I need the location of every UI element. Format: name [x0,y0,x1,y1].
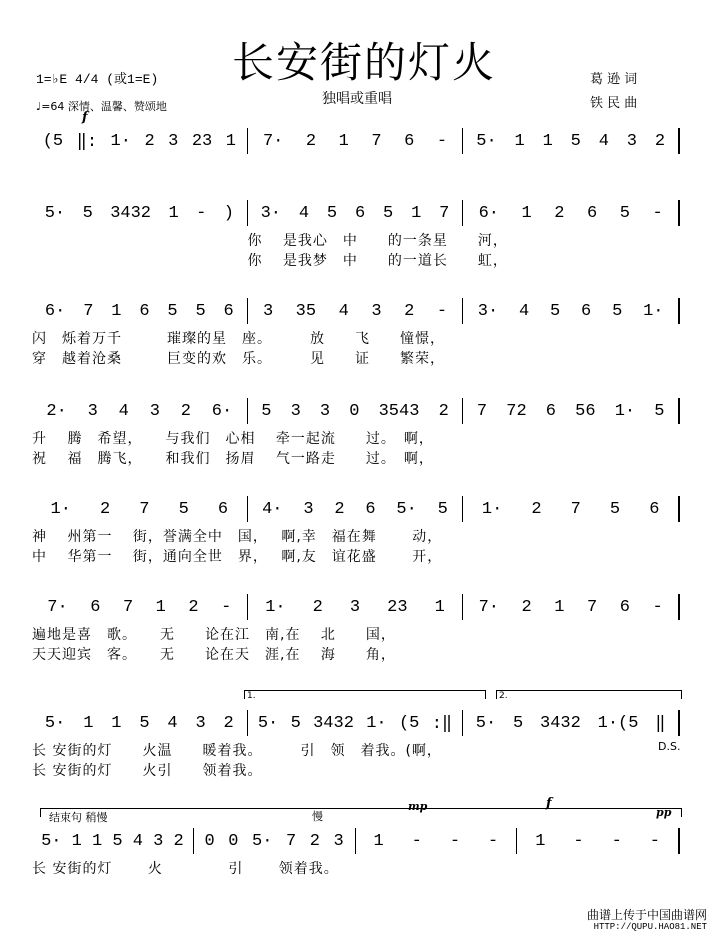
measure: (5 ‖: 1· 2 3 23 1 [32,128,248,154]
footer-site: 曲谱上传于中国曲谱网 [586,908,707,922]
measure: 6· 1 2 6 5 - [463,200,680,226]
measure: 5· 5 3432 1· (5 :‖ [248,710,464,736]
lyric-line: 长 安街的灯 火引 领着我。 [32,763,263,779]
measure: 5· 1 1 5 4 3 2 [463,128,680,154]
dynamic-mp: mp [408,800,428,813]
lyricist: 葛 逊 词 [590,72,638,87]
measure: 5· 1 1 5 4 3 2 [32,710,248,736]
measure: 7· 2 1 7 6 - [248,128,464,154]
notes-line [32,496,680,522]
measure: 1· 2 3 23 1 [248,594,464,620]
lyric-line: 天天迎宾 客。 无 论在天 涯,在 海 角， [32,647,396,663]
volta-1 [244,690,486,699]
measure: 5 3 3 0 3543 2 [248,398,464,424]
measure: 6· 7 1 6 5 5 6 [32,298,248,324]
lyric-line: 你 是我心 中 的一条星 河， [32,233,508,249]
composer: 铁 民 曲 [590,96,638,111]
dynamic-f-end: f [546,796,552,811]
notes-line [32,710,680,736]
volta-2 [496,690,682,699]
measure: 2· 3 4 3 2 6· [32,398,248,424]
lyric-line: 长 安街的灯 火 引 领着我。 [32,861,339,877]
measure: 1· 2 7 5 6 [32,496,248,522]
measure: 3 35 4 3 2 - [248,298,464,324]
song-title: 长安街的灯火 [232,38,497,87]
lyric-line: 神 州第一 街，誉满全中 国， 啊,幸 福在舞 动， [32,529,443,545]
notes-line [32,828,680,854]
lyric-line: 升 腾 希望， 与我们 心相 牵一起流 过。 啊， [32,431,434,447]
dynamic-pp: pp [656,806,672,819]
lyric-line: 长 安街的灯 火温 暖着我。 引 领 着我。(啊， [32,743,442,759]
measure: 3· 4 5 6 5 1· [463,298,680,324]
notes-line [32,594,680,620]
measure: 5· 5 3432 1 - ) [32,200,248,226]
lyric-line: 祝 福 腾飞， 和我们 扬眉 气一路走 过。 啊， [32,451,434,467]
measure: 7 72 6 56 1· 5 [463,398,680,424]
lyric-line: 闪 烁着万千 璀璨的星 座。 放 飞 憧憬， [32,331,445,347]
volta-2-label: 2. [499,691,508,701]
subtitle: 独唱或重唱 [322,91,392,107]
volta-1-label: 1. [247,691,256,701]
notes-line [32,398,680,424]
measure: 7· 2 1 7 6 - [463,594,680,620]
ending-label: 结束句 稍慢 [49,811,108,824]
ds-mark: D.S. [658,740,681,753]
lyric-line: 遍地是喜 歌。 无 论在江 南,在 北 国， [32,627,396,643]
footer-url: HTTP://QUPU.HAO81.NET [593,922,707,932]
lyric-line: 你 是我梦 中 的一道长 虹， [32,253,508,269]
ending-bracket [40,808,682,824]
measure: 7· 6 7 1 2 - [32,594,248,620]
measure: 5· 1 1 5 4 3 2 [32,828,194,854]
measure: 1· 2 7 5 6 [463,496,680,522]
notes-line [32,128,680,154]
lyric-line: 中 华第一 街，通向全世 界， 啊,友 谊花盛 开， [32,549,443,565]
notes-line [32,298,680,324]
slow-mark: 慢 [312,810,323,823]
tempo-marking: ♩=64 深情、温馨、赞颂地 [36,100,167,113]
measure: 1 - - - [517,828,680,854]
key-signature: 1=♭E 4/4 (或1=E) [36,72,159,87]
measure: 1 - - - [356,828,518,854]
dynamic-f: f [82,110,88,125]
measure: 3· 4 5 6 5 1 7 [248,200,464,226]
measure: 4· 3 2 6 5· 5 [248,496,464,522]
measure: 5· 5 3432 1·(5 ‖ [463,710,680,736]
notes-line [32,200,680,226]
lyric-line: 穿 越着沧桑 巨变的欢 乐。 见 证 繁荣， [32,351,445,367]
measure: 0 0 5· 7 2 3 [194,828,356,854]
